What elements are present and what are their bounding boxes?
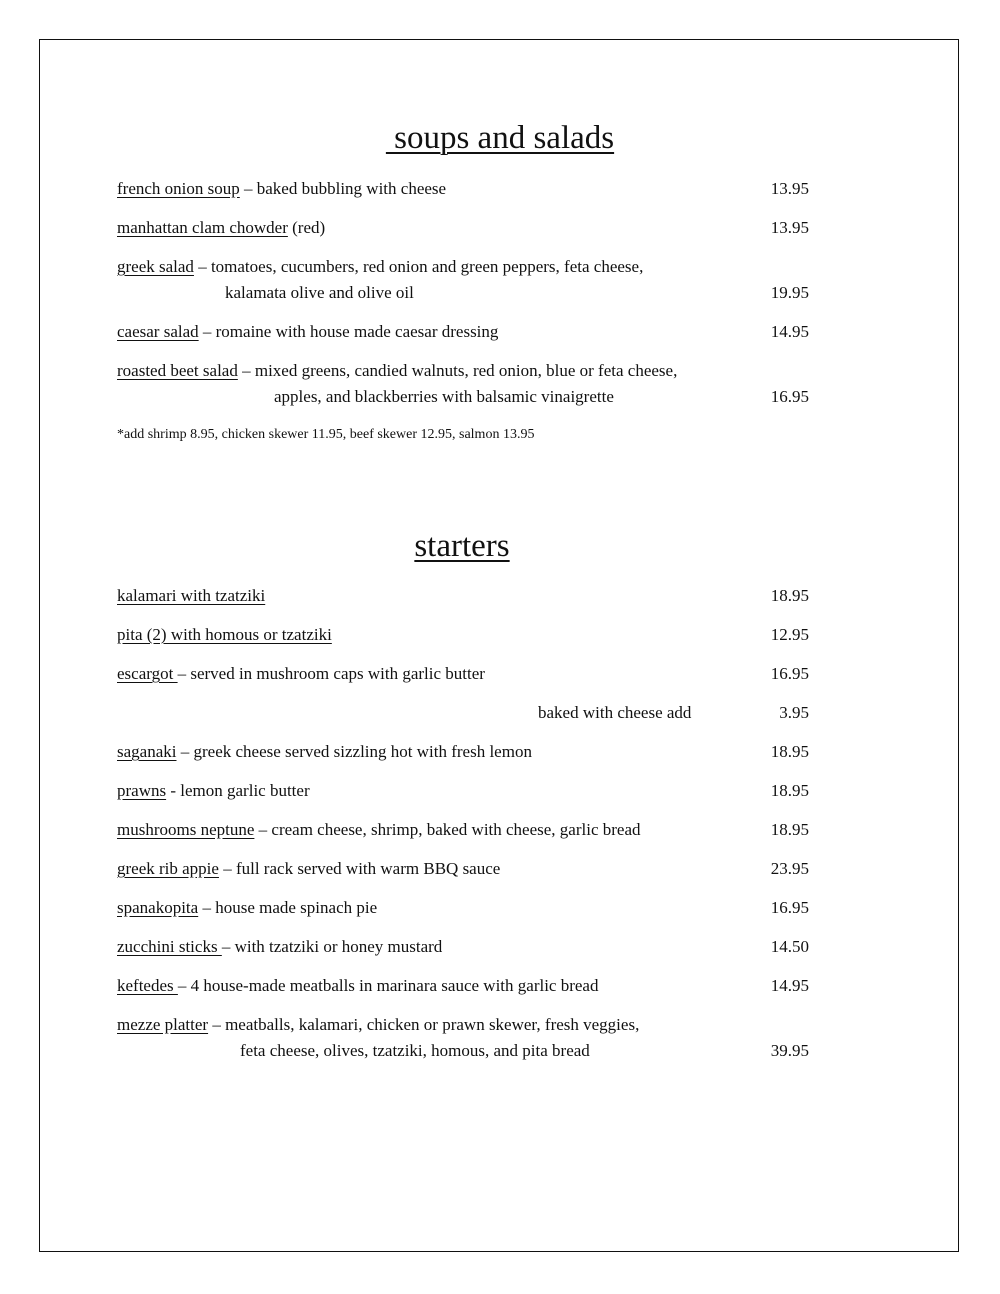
- item-name: greek salad: [117, 257, 194, 276]
- item-desc: – romaine with house made caesar dressing: [198, 322, 499, 341]
- menu-item: [117, 895, 809, 921]
- menu-item: [117, 661, 809, 687]
- item-price: 13.95: [770, 179, 809, 198]
- menu-item: [117, 739, 809, 765]
- item-desc: – house made spinach pie: [198, 898, 378, 917]
- item-price: 23.95: [770, 859, 809, 878]
- item-price: 19.95: [770, 283, 809, 302]
- item-name: manhattan clam chowder: [117, 218, 288, 237]
- item-name: spanakopita: [117, 898, 199, 917]
- item-desc: – greek cheese served sizzling hot with fresh lemon: [176, 742, 532, 761]
- item-desc: – cream cheese, shrimp, baked with cheese, garlic bread: [254, 820, 641, 839]
- item-desc-line2: kalamata olive and olive oil: [225, 283, 414, 302]
- menu-item: [117, 583, 809, 609]
- item-price: 12.95: [770, 625, 809, 644]
- item-price: 18.95: [770, 586, 809, 605]
- item-desc: – mixed greens, candied walnuts, red onion, blue or feta cheese,: [237, 361, 678, 380]
- item-name: caesar salad: [117, 322, 199, 341]
- section-title-soups-and-salads: soups and salads: [385, 120, 615, 156]
- item-desc: – meatballs, kalamari, chicken or prawn skewer, fresh veggies,: [208, 1015, 640, 1034]
- item-price: 14.95: [770, 322, 809, 341]
- item-price: 18.95: [770, 742, 809, 761]
- menu-item: [117, 319, 809, 345]
- item-price: 18.95: [770, 781, 809, 800]
- item-desc: – with tzatziki or honey mustard: [221, 937, 443, 956]
- item-price: 16.95: [770, 387, 809, 406]
- item-desc: – full rack served with warm BBQ sauce: [218, 859, 501, 878]
- item-name: pita (2) with homous or tzatziki: [117, 625, 332, 644]
- menu-item: [117, 817, 809, 843]
- item-name: greek rib appie: [117, 859, 219, 878]
- item-name: prawns: [117, 781, 167, 800]
- item-price: 13.95: [770, 218, 809, 237]
- menu-item: [117, 358, 809, 410]
- menu-item: [117, 215, 809, 241]
- item-name: mezze platter: [117, 1015, 209, 1034]
- item-desc: – 4 house-made meatballs in marinara sauce with garlic bread: [177, 976, 599, 995]
- item-desc-line2: feta cheese, olives, tzatziki, homous, and pita bread: [240, 1041, 590, 1060]
- item-price: 16.95: [770, 898, 809, 917]
- item-price: 16.95: [770, 664, 809, 683]
- item-name: saganaki: [117, 742, 177, 761]
- menu-item: [117, 973, 809, 999]
- item-name: zucchini sticks: [117, 937, 222, 956]
- item-price: 39.95: [770, 1041, 809, 1060]
- item-name: roasted beet salad: [117, 361, 238, 380]
- item-price: 18.95: [770, 820, 809, 839]
- item-desc: – tomatoes, cucumbers, red onion and green peppers, feta cheese,: [193, 257, 644, 276]
- item-price: 14.95: [770, 976, 809, 995]
- addon-label: baked with cheese add: [538, 703, 692, 722]
- item-name: escargot: [117, 664, 178, 683]
- menu-item: [117, 1012, 809, 1064]
- menu-item: [117, 934, 809, 960]
- menu-item: [117, 176, 809, 202]
- item-desc-line2: apples, and blackberries with balsamic vinaigrette: [274, 387, 614, 406]
- item-name: french onion soup: [117, 179, 240, 198]
- item-name: kalamari with tzatziki: [117, 586, 266, 605]
- menu-item: [117, 856, 809, 882]
- menu-item: [117, 254, 809, 306]
- menu-item: [117, 622, 809, 648]
- section-title-starters: starters: [414, 528, 510, 564]
- add-protein-note: *add shrimp 8.95, chicken skewer 11.95, beef skewer 12.95, salmon 13.95: [117, 427, 535, 442]
- item-desc: – served in mushroom caps with garlic butter: [177, 664, 485, 683]
- item-desc: (red): [287, 218, 326, 237]
- item-price: 14.50: [770, 937, 809, 956]
- item-name: mushrooms neptune: [117, 820, 255, 839]
- item-desc: – baked bubbling with cheese: [239, 179, 447, 198]
- menu-item: [117, 778, 809, 804]
- item-desc: - lemon garlic butter: [166, 781, 310, 800]
- addon-price: 3.95: [779, 703, 809, 722]
- item-name: keftedes: [117, 976, 178, 995]
